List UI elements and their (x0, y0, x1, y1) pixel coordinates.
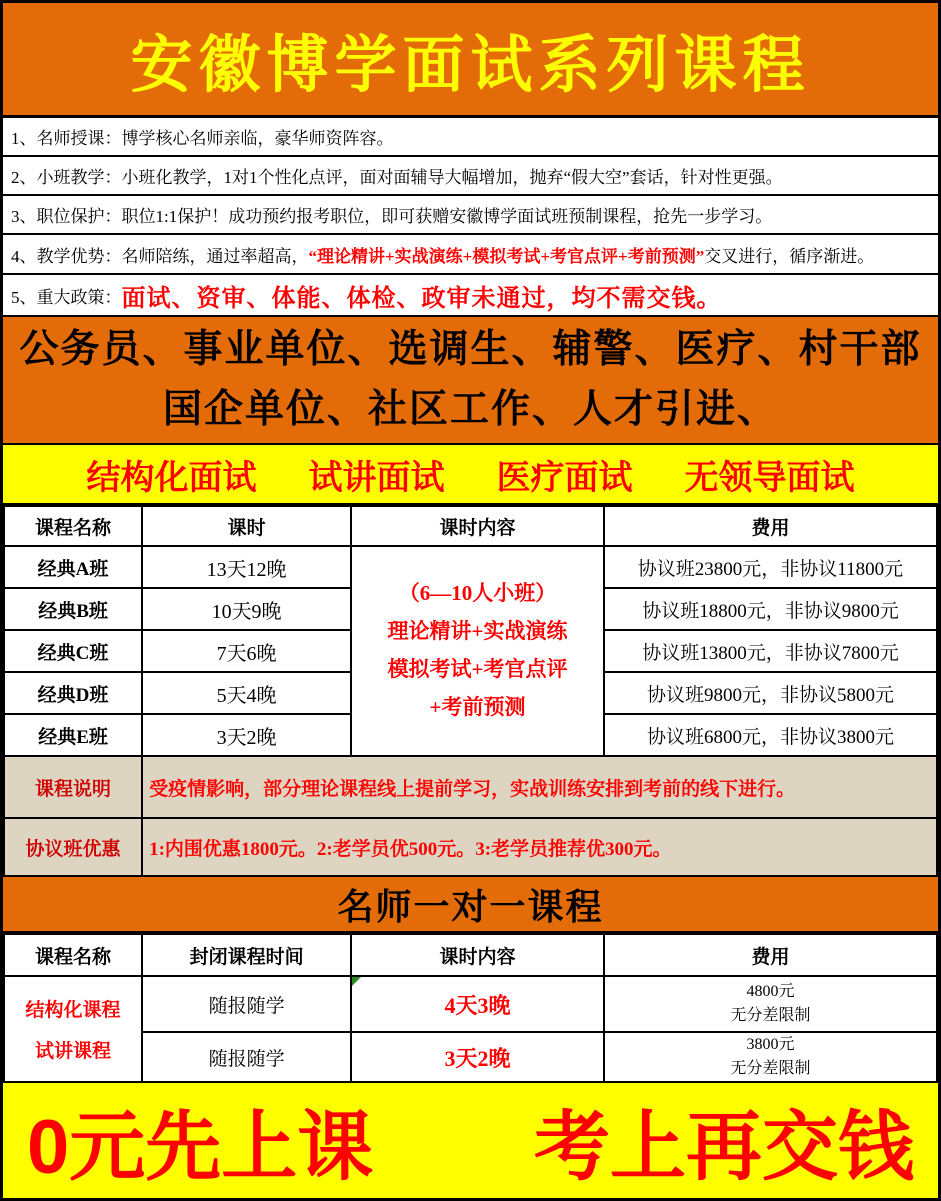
table-header-row (4, 934, 937, 976)
course-note-row (4, 756, 937, 818)
fee-cell: 协议班23800元，非协议11800元 (604, 546, 937, 588)
audience-line-1: 公务员、事业单位、选调生、辅警、医疗、村干部 (19, 327, 922, 371)
fee-cell: 协议班9800元，非协议5800元 (604, 672, 937, 714)
table-row (4, 976, 937, 1032)
fee-cell: 协议班18800元，非协议9800元 (604, 588, 937, 630)
interview-type: 结构化面试 (86, 458, 257, 497)
col-header-course-name: 课程名称 (4, 934, 142, 976)
poster-title: 安徽博学面试系列课程 (130, 31, 811, 100)
table-row (4, 546, 937, 588)
fee-note: 无分差限制 (730, 1007, 811, 1024)
content-line: 理论精讲+实战演练 (387, 619, 568, 644)
footer-slogan-left: 0元先上课 (27, 1105, 374, 1190)
hours-cell: 5天4晚 (142, 672, 351, 714)
interview-type: 试讲面试 (308, 458, 445, 497)
fee-note: 无分差限制 (730, 1060, 811, 1077)
note-label: 协议班优惠 (4, 818, 142, 876)
classic-course-table (3, 505, 938, 877)
feature-text: 名师陪练，通过率超高， (121, 246, 309, 266)
course-name-cell: 经典B班 (4, 588, 142, 630)
schedule-cell: 随报随学 (142, 1032, 351, 1082)
feature-row-major-policy (3, 275, 938, 317)
feature-list (3, 118, 938, 317)
feature-row-teaching-advantage (3, 235, 938, 275)
content-cell (351, 976, 604, 1032)
feature-text: 职位1:1保护！成功预约报考职位，即可获赠安徽博学面试班预制课程，抢先一步学习。 (121, 207, 773, 226)
audience-line-2: 国企单位、社区工作、人才引进、 (162, 388, 778, 431)
note-text: 1:内围优惠1800元。2:老学员优500元。3:老学员推荐优300元。 (142, 818, 937, 876)
interview-type: 无领导面试 (684, 458, 855, 497)
feature-label: 4、教学优势： (11, 246, 122, 266)
feature-label: 5、重大政策： (11, 287, 122, 307)
interview-type: 医疗面试 (496, 458, 633, 497)
one-on-one-table (3, 933, 938, 1083)
feature-row-position-protect (3, 196, 938, 235)
hours-cell: 10天9晚 (142, 588, 351, 630)
course-name: 结构化课程 (25, 1000, 121, 1021)
table-row (4, 1032, 937, 1082)
fee-cell: 协议班6800元，非协议3800元 (604, 714, 937, 756)
hours-cell: 7天6晚 (142, 630, 351, 672)
feature-label: 2、小班教学： (11, 168, 122, 187)
course-name-cell: 经典A班 (4, 546, 142, 588)
fee-cell (604, 976, 937, 1032)
col-header-content: 课时内容 (351, 934, 604, 976)
feature-highlight: 面试、资审、体能、体检、政审未通过，均不需交钱。 (121, 285, 722, 312)
schedule-cell: 随报随学 (142, 976, 351, 1032)
course-name-cell: 经典D班 (4, 672, 142, 714)
content-line: +考前预测 (429, 694, 526, 719)
feature-text: 小班化教学，1对1个性化点评，面对面辅导大幅增加，抛弃“假大空”套话，针对性更强。 (121, 168, 783, 187)
content-text: 4天3晚 (444, 992, 511, 1018)
content-line: 模拟考试+考官点评 (387, 657, 568, 681)
feature-label: 1、名师授课： (11, 129, 122, 148)
col-header-course-name: 课程名称 (4, 506, 142, 546)
course-name: 试讲课程 (35, 1041, 112, 1062)
note-label: 课程说明 (4, 756, 142, 818)
footer-slogan (3, 1083, 938, 1198)
fee-price: 4800元 (746, 983, 795, 1000)
feature-text: 交叉进行，循序渐进。 (704, 246, 875, 266)
footer-slogan-right: 考上再交钱 (534, 1105, 914, 1190)
feature-highlight: “理论精讲+实战演练+模拟考试+考官点评+考前预测” (308, 246, 705, 266)
one-on-one-banner-title: 名师一对一课程 (337, 885, 604, 927)
fee-cell: 协议班13800元，非协议7800元 (604, 630, 937, 672)
one-on-one-banner (3, 877, 938, 933)
fee-price: 3800元 (746, 1036, 795, 1053)
feature-row-small-class (3, 157, 938, 196)
course-names-cell (4, 976, 142, 1082)
interview-types-banner (3, 445, 938, 505)
audience-banner (3, 317, 938, 445)
cell-comment-marker-icon (352, 977, 361, 986)
content-cell (351, 1032, 604, 1082)
table-header-row (4, 506, 937, 546)
feature-text: 博学核心名师亲临，豪华师资阵容。 (121, 129, 394, 148)
discount-note-row (4, 818, 937, 876)
hours-cell: 3天2晚 (142, 714, 351, 756)
col-header-fee: 费用 (604, 506, 937, 546)
course-name-cell: 经典E班 (4, 714, 142, 756)
col-header-hours: 课时 (142, 506, 351, 546)
content-line: （6—10人小班） (398, 581, 557, 606)
poster-header (3, 3, 938, 118)
content-text: 3天2晚 (444, 1045, 511, 1071)
course-name-cell: 经典C班 (4, 630, 142, 672)
col-header-fee: 费用 (604, 934, 937, 976)
course-content-cell (351, 546, 604, 756)
note-text: 受疫情影响，部分理论课程线上提前学习，实战训练安排到考前的线下进行。 (142, 756, 937, 818)
col-header-schedule: 封闭课程时间 (142, 934, 351, 976)
feature-label: 3、职位保护： (11, 207, 122, 226)
col-header-content: 课时内容 (351, 506, 604, 546)
fee-cell (604, 1032, 937, 1082)
feature-row-teachers (3, 118, 938, 157)
hours-cell: 13天12晚 (142, 546, 351, 588)
